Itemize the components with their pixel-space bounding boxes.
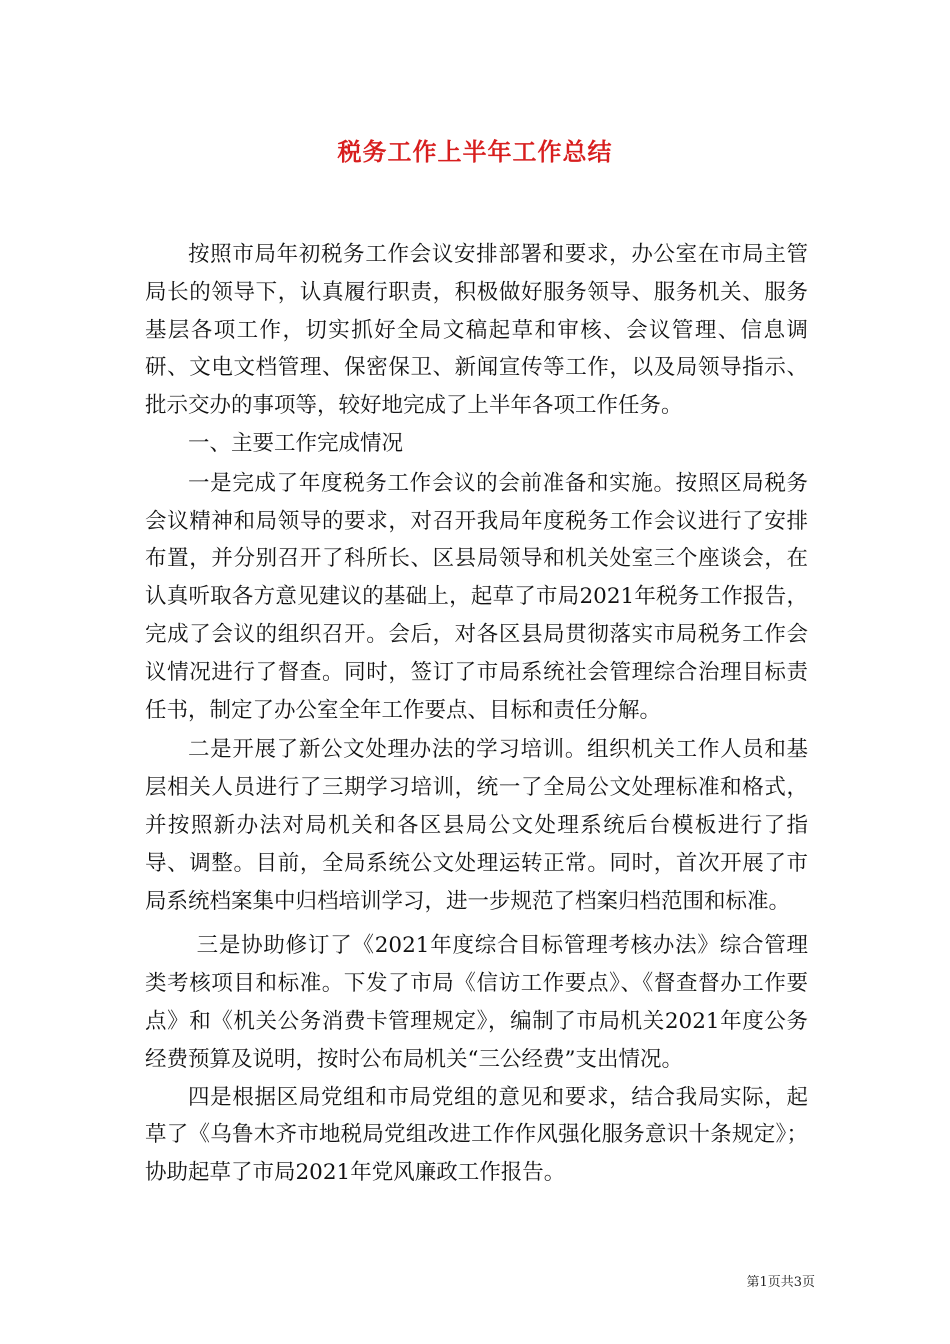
paragraph-item-1: 一是完成了年度税务工作会议的会前准备和实施。按照区局税务会议精神和局领导的要求，对召开我局年度税务工作会议进行了安排布置，并分别召开了科所长、区县局领导和机关处室三个座谈会，在认真听取各方意见建议的基础上，起草了市局2021年税务工作报告，完成了会议的组织召开。会后，对各区县局贯彻落实市局税务工作会议情况进行了督查。同时，签订了市局系统社会管理综合治理目标责任书，制定了办公室全年工作要点、目标和责任分解。 [145,470,808,723]
section-heading: 一、主要工作完成情况 [188,430,404,456]
paragraph-item-3: 三是协助修订了《2021年度综合目标管理考核办法》综合管理类考核项目和标准。下发了市局《信访工作要点》、《督查督办工作要点》和《机关公务消费卡管理规定》，编制了市局机关2021年度公务经费预算及说明，按时公布局机关“三公经费”支出情况。 [145,933,808,1072]
document-body [145,236,808,1192]
document-title: 税务工作上半年工作总结 [337,137,613,166]
paragraph-item-4: 四是根据区局党组和市局党组的意见和要求，结合我局实际，起草了《乌鲁木齐市地税局党组改进工作作风强化服务意识十条规定》；协助起草了市局2021年党风廉政工作报告。 [145,1084,808,1186]
paragraph-intro: 按照市局年初税务工作会议安排部署和要求，办公室在市局主管局长的领导下，认真履行职责，积极做好服务领导、服务机关、服务基层各项工作，切实抓好全局文稿起草和审核、会议管理、信息调研、文电文档管理、保密保卫、新闻宣传等工作，以及局领导指示、批示交办的事项等，较好地完成了上半年各项工作任务。 [145,242,808,419]
paragraph-item-2: 二是开展了新公文处理办法的学习培训。组织机关工作人员和基层相关人员进行了三期学习培训，统一了全局公文处理标准和格式，并按照新办法对局机关和各区县局公文处理系统后台模板进行了指导、调整。目前，全局系统公文处理运转正常。同时，首次开展了市局系统档案集中归档培训学习，进一步规范了档案归档范围和标准。 [145,737,808,914]
page-number: 第1页共3页 [746,1275,815,1290]
